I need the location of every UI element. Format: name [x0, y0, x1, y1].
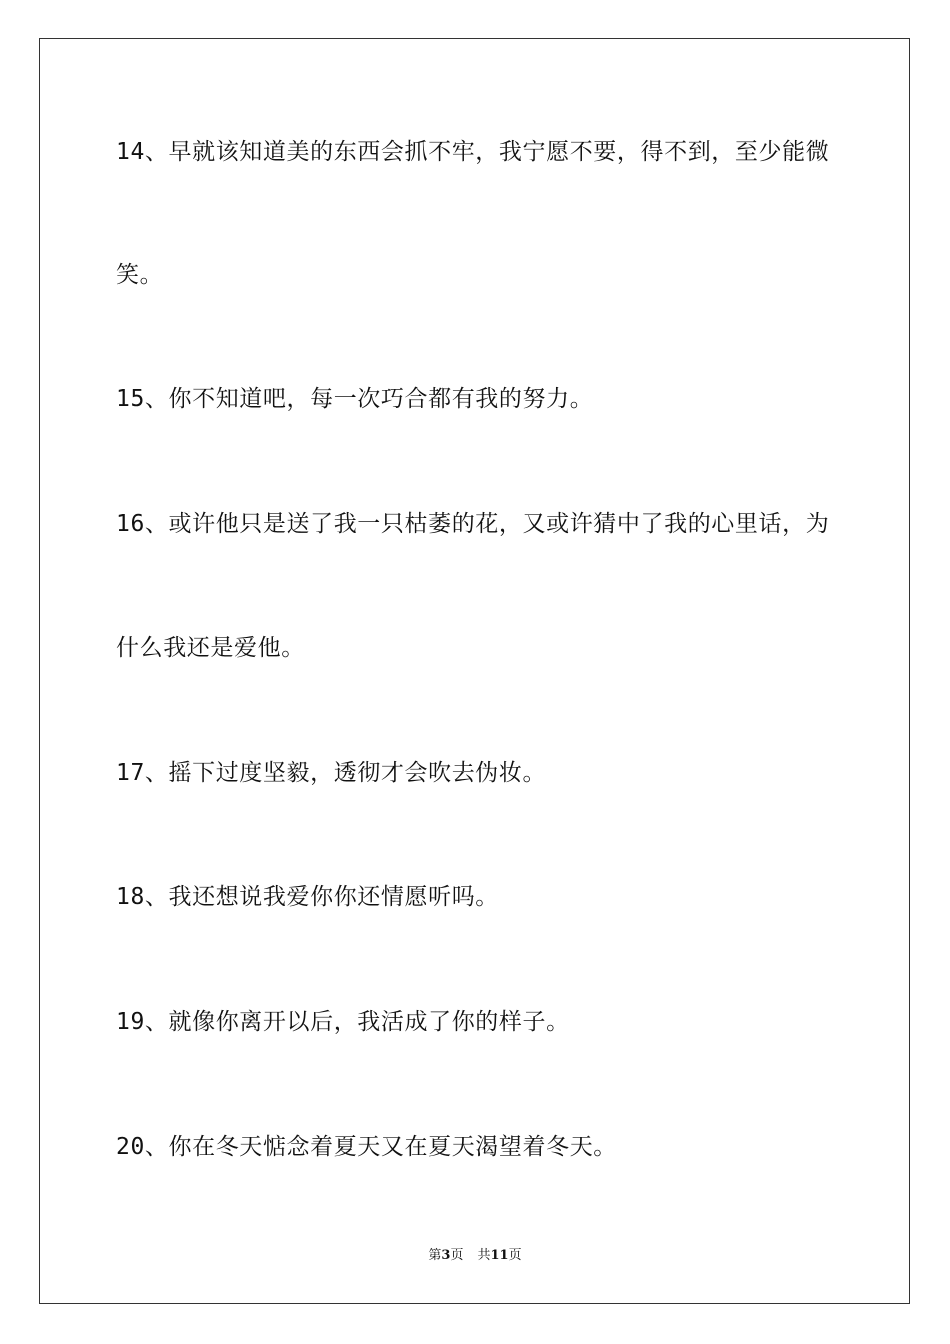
- page-prefix: 第: [428, 1248, 442, 1263]
- text-line: 15、你不知道吧，每一次巧合都有我的努力。: [116, 386, 594, 412]
- total-prefix: 共: [477, 1248, 491, 1263]
- text-line: 16、或许他只是送了我一只枯萎的花，又或许猜中了我的心里话，为: [116, 511, 830, 537]
- text-line: 什么我还是爱他。: [116, 635, 305, 661]
- text-line: 18、我还想说我爱你你还情愿听吗。: [116, 884, 499, 910]
- page-suffix: 页: [450, 1248, 464, 1263]
- page-border: [39, 38, 910, 1304]
- text-line: 19、就像你离开以后，我活成了你的样子。: [116, 1009, 570, 1035]
- page-number: 3: [441, 1248, 451, 1263]
- text-line: 17、摇下过度坚毅，透彻才会吹去伪妆。: [116, 760, 547, 786]
- total-suffix: 页: [508, 1248, 522, 1263]
- page-footer: [0, 1247, 950, 1265]
- text-line: 14、早就该知道美的东西会抓不牢，我宁愿不要，得不到，至少能微: [116, 139, 830, 165]
- total-pages: 11: [490, 1248, 509, 1263]
- text-line: 20、你在冬天惦念着夏天又在夏天渴望着冬天。: [116, 1134, 617, 1160]
- text-line: 笑。: [116, 262, 164, 288]
